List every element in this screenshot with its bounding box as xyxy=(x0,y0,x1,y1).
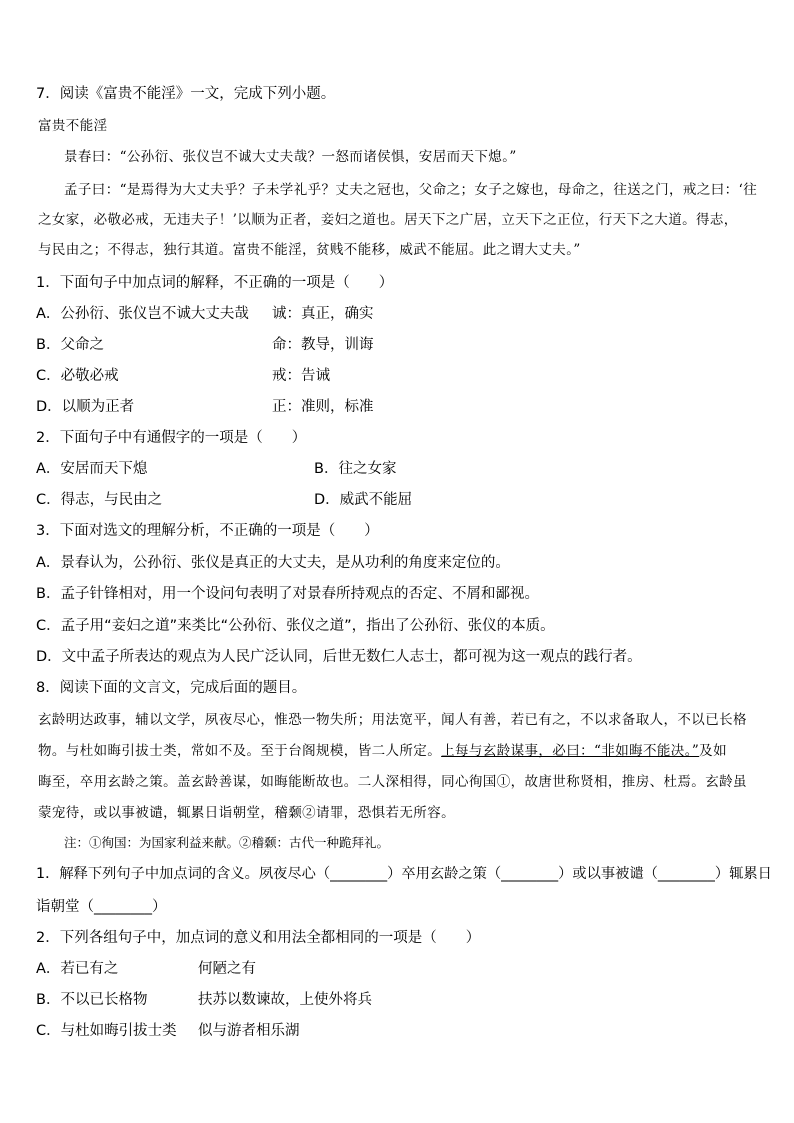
q8-passage-line-2: 物。与杜如晦引拔士类，常如不及。至于台阁规模，皆二人所定。上每与玄龄谋事，必曰：“非如晦不能决。”及如 xyxy=(38,743,727,759)
q8-notes: 注：①徇国：为国家利益来献。②稽颡：古代一种跪拜礼。 xyxy=(64,835,390,850)
q7-sub3-option-a: A．景春认为，公孙衍、张仪是真正的大丈夫，是从功利的角度来定位的。 xyxy=(36,555,510,571)
underlined-sentence: 上每与玄龄谋事，必曰：“非如晦不能决。” xyxy=(441,743,700,759)
q8-sub2-option-b: B．不以已长格物 扶苏以数谏故，上使外将兵 xyxy=(36,992,372,1008)
q8-passage-line-4: 蒙宠待，或以事被谴，辄累日诣朝堂，稽颡②请罪，恐惧若无所容。 xyxy=(38,805,455,821)
q7-sub1-stem: 1．下面句子中加点词的解释，不正确的一项是（ ） xyxy=(36,275,394,291)
q8-sub2-option-a: A．若已有之 何陋之有 xyxy=(36,961,256,977)
q7-heading: 7．阅读《富贵不能淫》一文，完成下列小题。 xyxy=(36,86,336,102)
q8-heading: 8．阅读下面的文言文，完成后面的题目。 xyxy=(36,680,307,696)
q7-sub3-option-c: C．孟子用“妾妇之道”来类比“公孙衍、张仪之道”，指出了公孙衍、张仪的本质。 xyxy=(36,618,555,634)
q7-sub2-stem: 2．下面句子中有通假字的一项是（ ） xyxy=(36,430,307,446)
q8-sub1-line-1: 1．解释下列句子中加点词的含义。夙夜尽心（________）卒用玄龄之策（________）或以事被谴（________）辄累日 xyxy=(36,866,772,882)
q7-sub1-option-a: A．公孙衍、张仪岂不诚大丈夫哉 诚：真正，确实 xyxy=(36,306,374,322)
passage-paragraph-2-line-1: 孟子曰：“是焉得为大丈夫乎？子未学礼乎？丈夫之冠也，父命之；女子之嫁也，母命之，往送之门，戒之曰：‘往 xyxy=(64,182,758,198)
q8-sub1-line-2: 诣朝堂（________） xyxy=(36,899,167,915)
q8-sub2-option-c: C．与杜如晦引拔士类 似与游者相乐湖 xyxy=(36,1023,300,1039)
passage-paragraph-2-line-2: 之女家，必敬必戒，无违夫子！’以顺为正者，妾妇之道也。居天下之广居，立天下之正位，行天下之大道。得志， xyxy=(38,212,738,228)
q8-passage-line-1: 玄龄明达政事，辅以文学，夙夜尽心，惟恐一物失所；用法宽平，闻人有善，若已有之，不以求备取人，不以已长格 xyxy=(38,712,747,728)
q7-sub3-option-d: D．文中孟子所表达的观点为人民广泛认同，后世无数仁人志士，都可视为这一观点的践行者。 xyxy=(36,649,642,665)
passage-title: 富贵不能淫 xyxy=(38,118,108,134)
q7-sub1-option-b: B．父命之 命：教导，训诲 xyxy=(36,337,374,353)
q7-sub3-option-b: B．孟子针锋相对，用一个设问句表明了对景春所持观点的否定、不屑和鄙视。 xyxy=(36,586,539,602)
q7-sub3-stem: 3．下面对选文的理解分析，不正确的一项是（ ） xyxy=(36,523,379,539)
q8-sub2-stem: 2．下列各组句子中，加点词的意义和用法全都相同的一项是（ ） xyxy=(36,930,481,946)
q8-passage-line-3: 晦至，卒用玄龄之策。盖玄龄善谋，如晦能断故也。二人深相得，同心徇国①，故唐世称贤相，推房、杜焉。玄龄虽 xyxy=(38,774,747,790)
q7-sub1-option-d: D．以顺为正者 正：准则，标准 xyxy=(36,399,374,415)
q7-sub2-row-1: A．安居而天下熄 B．往之女家 xyxy=(36,461,397,477)
passage-paragraph-2-line-3: 与民由之；不得志，独行其道。富贵不能淫，贫贱不能移，威武不能屈。此之谓大丈夫。” xyxy=(38,242,581,258)
passage-paragraph-1: 景春曰：“公孙衍、张仪岂不诚大丈夫哉？一怒而诸侯惧，安居而天下熄。” xyxy=(64,149,517,165)
q7-sub2-row-2: C．得志，与民由之 D．威武不能屈 xyxy=(36,492,413,508)
q7-sub1-option-c: C．必敬必戒 戒：告诫 xyxy=(36,368,330,384)
